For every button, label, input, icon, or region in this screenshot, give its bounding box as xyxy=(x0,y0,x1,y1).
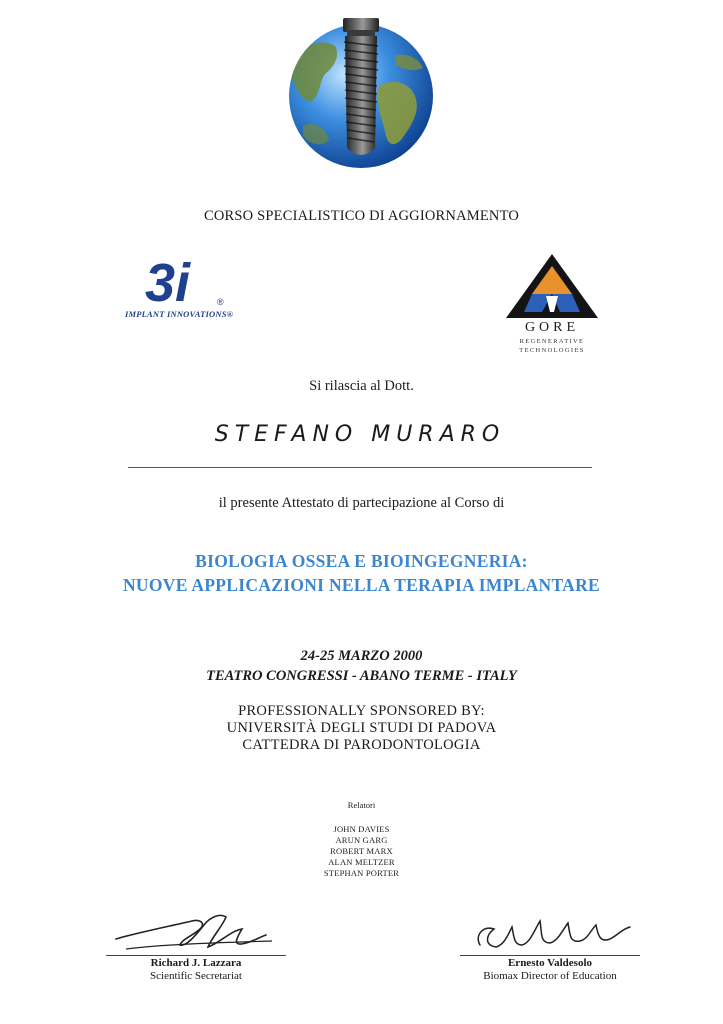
signature-line-left xyxy=(106,955,286,956)
handwritten-signature-left xyxy=(96,905,296,961)
gore-logo-sub2: TECHNOLOGIES xyxy=(519,347,585,354)
course-title-line-2: NUOVE APPLICAZIONI NELLA TERAPIA IMPLANTARE xyxy=(122,575,601,595)
globe-implant-logo xyxy=(283,16,439,172)
course-type-heading: CORSO SPECIALISTICO DI AGGIORNAMENTO xyxy=(203,208,520,224)
gore-logo-word: GORE xyxy=(524,320,580,335)
3i-logo xyxy=(125,251,265,325)
signature-line-right xyxy=(460,955,640,956)
3i-logo-mark: 3i xyxy=(145,253,191,309)
speaker-name: JOHN DAVIES xyxy=(333,824,390,834)
signature-block-left xyxy=(96,905,296,982)
signature-block-right xyxy=(450,905,650,982)
sponsor-line-1: PROFESSIONALLY SPONSORED BY: xyxy=(238,703,485,719)
signatory-role-right: Biomax Director of Education xyxy=(483,970,617,982)
3i-registered-mark: ® xyxy=(217,297,224,307)
course-title-line-1: BIOLOGIA OSSEA E BIOINGEGNERIA: xyxy=(195,551,528,571)
gore-logo xyxy=(502,252,602,368)
gore-logo-sub1: REGENERATIVE xyxy=(519,338,585,345)
sponsor-line-3: CATTEDRA DI PARODONTOLOGIA xyxy=(242,737,481,753)
3i-logo-caption xyxy=(125,309,265,319)
speaker-name: ROBERT MARX xyxy=(330,846,393,856)
speaker-name: ALAN MELTZER xyxy=(328,857,395,867)
3i-caption-text: IMPLANT INNOVATIONS xyxy=(125,309,227,319)
speaker-name: ARUN GARG xyxy=(335,835,388,845)
event-venue: TEATRO CONGRESSI - ABANO TERME - ITALY xyxy=(206,668,517,684)
signatory-name-right: Ernesto Valdesolo xyxy=(507,957,593,969)
participation-text: il presente Attestato di partecipazione al Corso di xyxy=(218,495,505,511)
3i-caption-mark: ® xyxy=(226,309,234,319)
event-date: 24-25 MARZO 2000 xyxy=(300,648,423,664)
recipient-underline xyxy=(128,467,592,468)
handwritten-signature-right xyxy=(450,905,650,961)
speaker-name: STEPHAN PORTER xyxy=(323,868,400,878)
speakers-label: Relatori xyxy=(347,800,376,810)
recipient-name: STEFANO MURARO xyxy=(214,422,506,447)
issued-to-text: Si rilascia al Dott. xyxy=(309,378,414,394)
sponsor-line-2: UNIVERSITÀ DEGLI STUDI DI PADOVA xyxy=(226,720,497,736)
signatory-name-left: Richard J. Lazzara xyxy=(150,957,242,969)
signatory-role-left: Scientific Secretariat xyxy=(150,970,242,982)
